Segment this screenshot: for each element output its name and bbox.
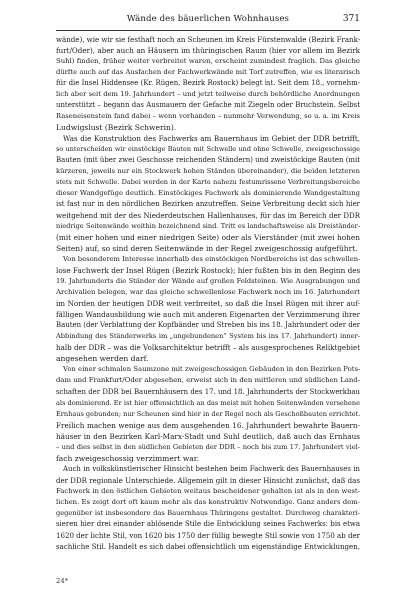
text-line: Abbindung des Ständerwerks im „ungebundenen“ System bis ins 17. Jahrhundert) inner- bbox=[56, 332, 360, 341]
text-line: niedrige Seitenwände weithin bezeichnend sind. Tritt es landschaftsweise als Dreiständer- bbox=[56, 222, 360, 231]
text-line: fach zweigeschossig verzimmert war. bbox=[56, 453, 199, 463]
signature-mark: 24* bbox=[56, 577, 69, 585]
body-text bbox=[56, 34, 360, 552]
text-line: lose Fachwerk der Insel Rügen (Bezirk Rostock); hier fußten bis in den Beginn des bbox=[56, 266, 361, 276]
text-line: Bauten (der Verblattung der Kopfbänder und Streben bis ins 18. Jahrhundert oder der bbox=[56, 321, 361, 330]
text-line: häuser in den Bezirken Karl-Marx-Stadt und Suhl deutlich, daß auch das Ernhaus bbox=[56, 431, 360, 441]
text-line: lich aber seit dem 19. Jahrhundert – und jetzt teilweise durch behördliche Anordnungen bbox=[56, 90, 360, 99]
text-line: so unterscheiden wir einstöckige Bauten mit Schwelle und ohne Schwelle, zweigeschossige bbox=[56, 145, 360, 154]
text-line: dam und Frankfurt/Oder abgesehen, erweist sich in den mittleren und südlichen Land- bbox=[56, 376, 360, 385]
text-line: furt/Oder), aber auch an Häusern im thüringischen Raum (hier vor allem im Bezirk bbox=[56, 46, 360, 56]
text-line: wände), wie wir sie festhaft noch an Scheunen im Kreis Fürstenwalde (Bezirk Frank- bbox=[56, 35, 361, 44]
text-line: Was die Konstruktion des Fachwerks am Bauernhaus im Gebiet der DDR betrifft, bbox=[63, 134, 360, 144]
text-line: gegenüber ist insbesondere das Bauernhaus Thüringens gestaltet. Durchweg charakteri- bbox=[56, 508, 360, 517]
text-line: weitgehend mit der des Niederdeutschen Hallenhauses, für das im Bereich der DDR bbox=[56, 211, 360, 221]
page-number: 371 bbox=[342, 14, 360, 24]
text-line: Von besonderem Interesse innerhalb des einstöckigen Nordbereichs ist das schwellen- bbox=[63, 255, 361, 264]
text-line: 19. Jahrhunderts die Ständer der Wände auf großen Feldsteinen. Wie Ausgrabungen und bbox=[56, 277, 360, 286]
text-line: Fachwerk in den östlichen Gebieten weitaus bescheidener gehalten ist als in den west- bbox=[56, 486, 360, 495]
text-line: dieser Wandgefüge deutlich. Einstöckiges Fachwerk als dominierende Wandgestaltung bbox=[56, 189, 360, 198]
running-header bbox=[56, 14, 360, 28]
text-line: 1620 der lichte Stil, von 1620 bis 1750 der füllig bewegte Stil sowie von 1750 ab der bbox=[56, 530, 361, 540]
text-line: (mit einer hohen und einer niedrigen Seite) oder als Vierständer (mit zwei hohen bbox=[56, 233, 360, 243]
text-line: Auch in volkskünstlerischer Hinsicht bestehen beim Fachwerk des Bauernhauses in bbox=[63, 464, 360, 473]
text-line: Ludwigslust (Bezirk Schwerin). bbox=[56, 123, 177, 133]
text-line: – und dies selbst in den südlichen Gebieten der DDR – noch bis zum 17. Jahrhundert viel- bbox=[56, 442, 360, 451]
text-line: Von einer schmalen Saumzone mit zweigeschossigen Gebäuden in den Bezirken Pots- bbox=[63, 365, 361, 374]
text-line: halb der DDR – was die Volksarchitektur betrifft – als ausgesprochenes Reliktgebiet bbox=[56, 343, 361, 353]
text-line: der DDR regionale Unterschiede. Allgemein gilt in dieser Hinsicht zunächst, daß das bbox=[56, 475, 360, 485]
text-line: ist fast nur in den nördlichen Bezirken anzutreffen. Seine Verbreitung deckt sich hier bbox=[56, 200, 360, 209]
text-line: Seiten) auf, so sind deren Seitenwände in der Regel zweigeschossig aufgeführt. bbox=[56, 244, 358, 254]
text-line: im Norden der heutigen DDR weit verbreitet, so daß die Insel Rügen mit ihrer auf- bbox=[56, 299, 360, 309]
text-line: sieren hier drei einander ablösende Stile die Entwicklung seines Fachwerks: bis etwa bbox=[56, 519, 360, 528]
text-line: angesehen werden darf. bbox=[56, 354, 149, 364]
text-line: sachliche Stil. Handelt es sich dabei offensichtlich um eigenständige Entwicklungen, bbox=[56, 541, 360, 551]
text-line: als dominierend. Er ist hier offensichtlich an das meist mit hohen Seitenwänden versehene bbox=[56, 398, 360, 407]
header-rule bbox=[56, 30, 360, 31]
text-line: stets mit Schwelle. Dabei werden in der Karte nahezu festumrissene Verbreitungsbereiche bbox=[56, 178, 360, 187]
text-line: schaften der DDR bei Bauernhäusern des 17. und 18. Jahrhunderts der Stockwerkbau bbox=[56, 387, 360, 396]
text-line: fälligen Wandausbildung wie auch mit anderen Eigenarten der Verzimmerung ihrer bbox=[56, 310, 360, 320]
text-line: Raseneisenstein fand dabei – wenn vorhanden – nunmehr Verwendung, so u. a. im Kreis bbox=[56, 112, 360, 121]
text-line: unterstützt – begann das Ausmauern der Gefache mit Ziegeln oder Bruchstein. Selbst bbox=[56, 101, 360, 110]
text-line: Freilich machen wenige aus dem ausgehenden 16. Jahrhundert bewahrte Bauern- bbox=[56, 420, 360, 430]
text-line: Bauten (mit über zwei Geschosse reichenden Ständern) und zweistöckige Bauten (mit bbox=[56, 156, 360, 165]
text-line: für die Insel Hiddensee (Kr. Rügen, Bezirk Rostock) belegt ist. Seit dem 18., vornehm- bbox=[56, 79, 360, 88]
text-line: Suhl) finden, früher weiter verbreitet waren, erscheint zumindest fraglich. Das gleiche bbox=[56, 57, 360, 66]
text-line: dürfte auch auf das Ausfachen der Fachwerkwände mit Torf zutreffen, wie es literarisch bbox=[56, 68, 360, 77]
text-line: lichen. Es zeigt dort oft kaum mehr als das konstruktiv Notwendige. Ganz anders dem- bbox=[56, 497, 360, 506]
text-line: Archivalien belegen, war das gleiche schwellenlose Fachwerk noch im 16. Jahrhundert bbox=[56, 288, 360, 297]
running-title: Wände des bäuerlichen Wohnhauses bbox=[126, 14, 290, 24]
text-line: Ernhaus gebunden; nur Scheunen sind hier in der Regel noch als Geschoßbauten errichtet. bbox=[56, 409, 361, 418]
text-line: kürzeren, jeweils nur ein Stockwerk hohen Ständen übereinander), die beiden letzteren bbox=[56, 167, 360, 176]
